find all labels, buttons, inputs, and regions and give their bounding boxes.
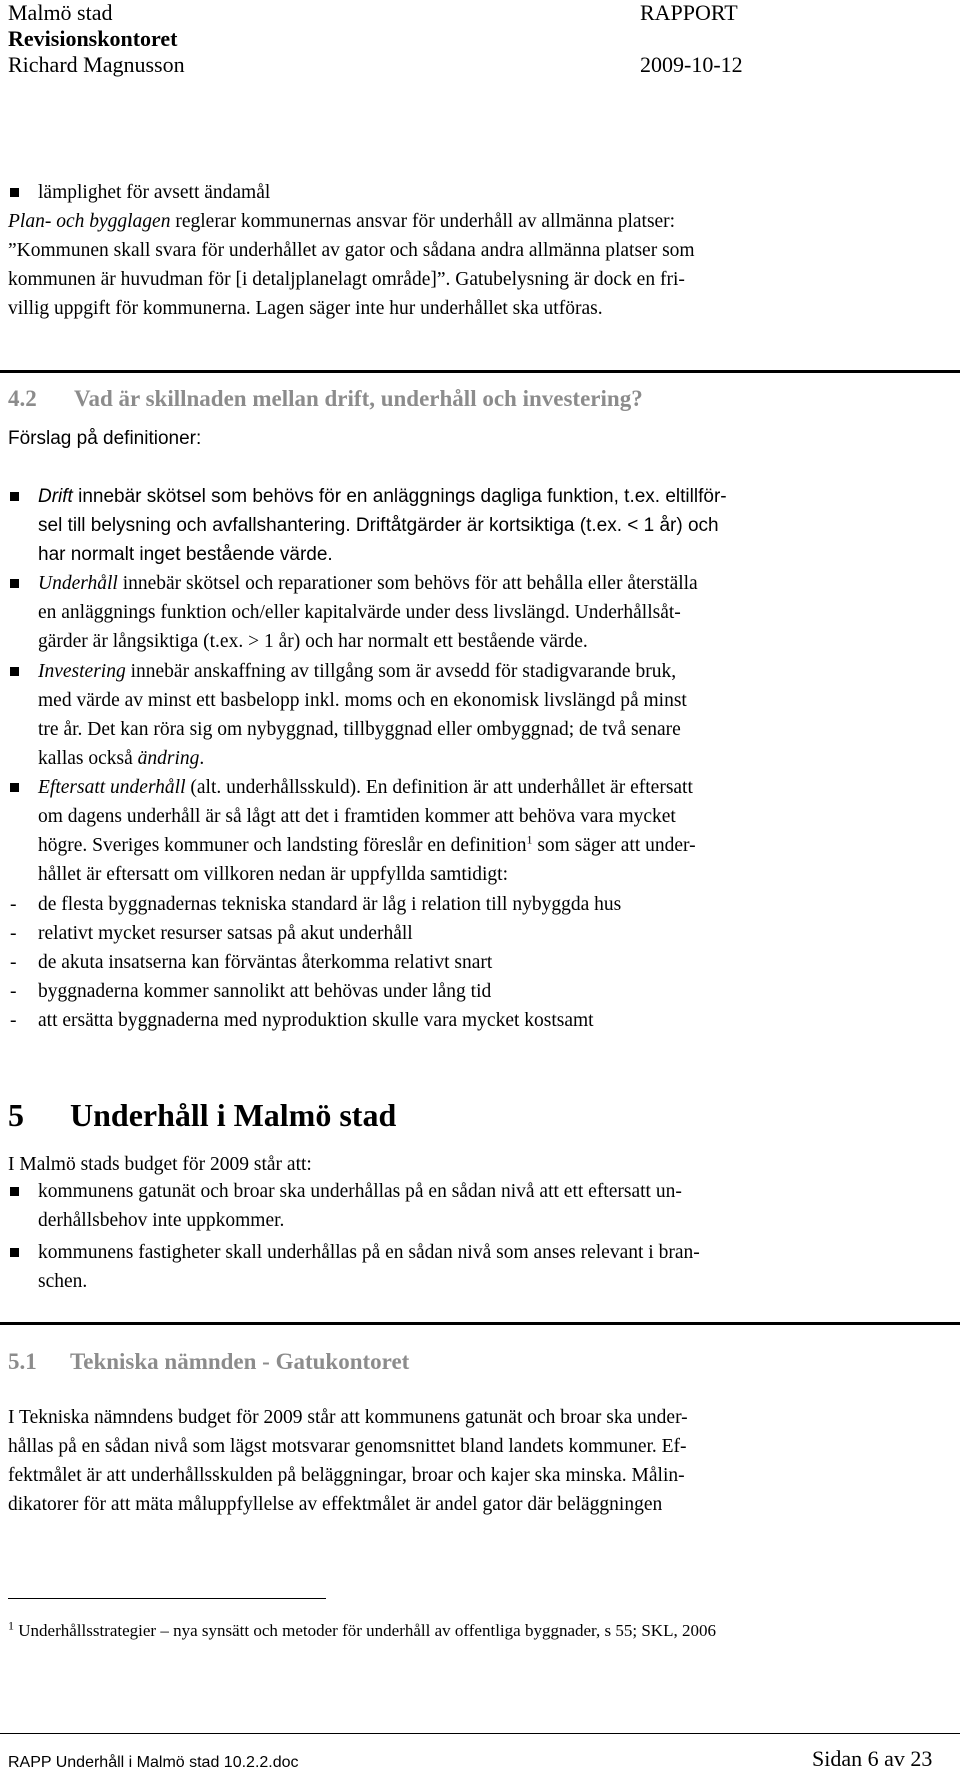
- underhall-line-3: gärder är långsiktiga (t.ex. > 1 år) och har normalt ett bestående värde.: [38, 631, 588, 652]
- footer-filename: RAPP Underhåll i Malmö stad 10.2.2.doc: [8, 1754, 299, 1771]
- section-5-1-number: 5.1: [8, 1349, 37, 1374]
- section-5-1-line-1: I Tekniska nämndens budget för 2009 står att kommunens gatunät och broar ska under-: [8, 1407, 688, 1428]
- section-4-2-number: 4.2: [8, 386, 37, 411]
- dash-marker: -: [10, 1010, 17, 1031]
- footnote: [8, 1620, 716, 1642]
- section-5-bullet-2-line-1: kommunens fastigheter skall underhållas på en sådan nivå som anses relevant i bran-: [38, 1242, 700, 1263]
- section-5-intro: I Malmö stads budget för 2009 står att:: [8, 1154, 312, 1175]
- dash-marker: -: [10, 894, 17, 915]
- underhall-line-1: [38, 569, 952, 599]
- footnote-separator: [8, 1598, 326, 1599]
- underhall-line-1-text: innebär skötsel och reparationer som behövs för att behålla eller återställa: [117, 573, 698, 594]
- eftersatt-line-3: [38, 831, 952, 861]
- section-5-bullet-1-line-2: derhållsbehov inte uppkommer.: [38, 1210, 285, 1231]
- law-line-1: [8, 207, 952, 237]
- investering-line-2: med värde av minst ett basbelopp inkl. moms och en ekonomisk livslängd på minst: [38, 690, 687, 711]
- bullet-text: lämplighet för avsett ändamål: [38, 182, 271, 203]
- drift-line-1: [38, 482, 952, 512]
- bullet-marker: [10, 492, 19, 501]
- eftersatt-line-1-text: (alt. underhållsskuld). En definition är att underhållet är eftersatt: [185, 777, 693, 798]
- investering-term: Investering: [38, 661, 126, 682]
- footnote-number: 1: [8, 1618, 14, 1633]
- dash-item: att ersätta byggnaderna med nyproduktion skulle vara mycket kostsamt: [38, 1010, 594, 1031]
- drift-term: Drift: [38, 486, 73, 507]
- investering-line-4-end: .: [199, 748, 205, 769]
- bullet-marker: [10, 579, 19, 588]
- section-5-1-title: Tekniska nämnden - Gatukontoret: [70, 1349, 410, 1374]
- header-dept: Revisionskontoret: [8, 26, 178, 51]
- law-line-1-text: reglerar kommunernas ansvar för underhåll av allmänna platser:: [170, 211, 676, 232]
- section-rule: [0, 370, 960, 373]
- drift-line-1-text: innebär skötsel som behövs för en anläggnings dagliga funktion, t.ex. eltillför-: [72, 486, 727, 507]
- investering-line-4-text: kallas också: [38, 748, 138, 769]
- investering-line-1-text: innebär anskaffning av tillgång som är avsedd för stadigvarande bruk,: [125, 661, 677, 682]
- bullet-marker: [10, 1248, 19, 1257]
- header-org: Malmö stad: [8, 0, 113, 25]
- andring-term: ändring: [137, 748, 200, 769]
- eftersatt-line-3-text: högre. Sveriges kommuner och landsting föreslår en definition: [38, 835, 527, 856]
- bullet-marker: [10, 188, 19, 197]
- eftersatt-line-1: [38, 773, 952, 803]
- bullet-marker: [10, 783, 19, 792]
- dash-marker: -: [10, 952, 17, 973]
- section-5-1-line-4: dikatorer för att mäta måluppfyllelse av effektmålet är andel gator där beläggningen: [8, 1494, 663, 1515]
- section-5-number: 5: [8, 1097, 24, 1133]
- footer-page: Sidan 6 av 23: [812, 1746, 933, 1771]
- eftersatt-line-4: hållet är eftersatt om villkoren nedan är uppfyllda samtidigt:: [38, 864, 509, 885]
- dash-item: de akuta insatserna kan förväntas återkomma relativt snart: [38, 952, 493, 973]
- section-5-bullet-2-line-2: schen.: [38, 1271, 88, 1292]
- dash-item: de flesta byggnadernas tekniska standard är låg i relation till nybyggda hus: [38, 894, 622, 915]
- dash-item: byggnaderna kommer sannolikt att behövas under lång tid: [38, 981, 492, 1002]
- law-line-3: kommunen är huvudman för [i detaljplanelagt område]”. Gatubelysning är dock en fri-: [8, 269, 685, 290]
- dash-marker: -: [10, 981, 17, 1002]
- footer-rule: [0, 1733, 960, 1734]
- section-5-bullet-1-line-1: kommunens gatunät och broar ska underhållas på en sådan nivå att ett eftersatt un-: [38, 1181, 682, 1202]
- footnote-ref[interactable]: 1: [526, 832, 533, 847]
- dash-marker: -: [10, 923, 17, 944]
- section-5-1-line-3: fektmålet är att underhållsskulden på beläggningar, broar och kajer ska minska. Målin-: [8, 1465, 685, 1486]
- underhall-line-2: en anläggnings funktion och/eller kapitalvärde under dess livslängd. Underhållsåt-: [38, 602, 681, 623]
- header-author: Richard Magnusson: [8, 52, 185, 77]
- section-4-2-title: Vad är skillnaden mellan drift, underhåll och investering?: [74, 386, 643, 411]
- eftersatt-line-3-end: som säger att under-: [532, 835, 696, 856]
- section-5-1-line-2: hållas på en sådan nivå som lägst motsvarar genomsnittet bland landets kommuner. Ef-: [8, 1436, 687, 1457]
- dash-item: relativt mycket resurser satsas på akut underhåll: [38, 923, 413, 944]
- drift-line-2: sel till belysning och avfallshantering. Driftåtgärder är kortsiktiga (t.ex. < 1 år) och: [38, 515, 719, 536]
- underhall-term: Underhåll: [38, 573, 118, 594]
- law-name: Plan- och bygglagen: [8, 211, 171, 232]
- investering-line-1: [38, 657, 952, 687]
- header-date: 2009-10-12: [640, 52, 743, 77]
- bullet-marker: [10, 1187, 19, 1196]
- investering-line-3: tre år. Det kan röra sig om nybyggnad, tillbyggnad eller ombyggnad; de två senare: [38, 719, 681, 740]
- section-rule: [0, 1322, 960, 1325]
- header-doc-type: RAPPORT: [640, 0, 738, 25]
- investering-line-4: [38, 744, 952, 774]
- drift-line-3: har normalt inget bestående värde.: [38, 544, 333, 565]
- law-line-2: ”Kommunen skall svara för underhållet av gator och sådana andra allmänna platser som: [8, 240, 695, 261]
- law-line-4: villig uppgift för kommunerna. Lagen säger inte hur underhållet ska utföras.: [8, 298, 603, 319]
- section-5-title: Underhåll i Malmö stad: [70, 1097, 397, 1133]
- definitions-intro: Förslag på definitioner:: [8, 428, 202, 449]
- eftersatt-term: Eftersatt underhåll: [38, 777, 186, 798]
- footnote-text: Underhållsstrategier – nya synsätt och metoder för underhåll av offentliga byggnader, s 55; SKL, 2006: [14, 1621, 716, 1640]
- eftersatt-line-2: om dagens underhåll är så lågt att det i framtiden kommer att behöva vara mycket: [38, 806, 676, 827]
- bullet-marker: [10, 667, 19, 676]
